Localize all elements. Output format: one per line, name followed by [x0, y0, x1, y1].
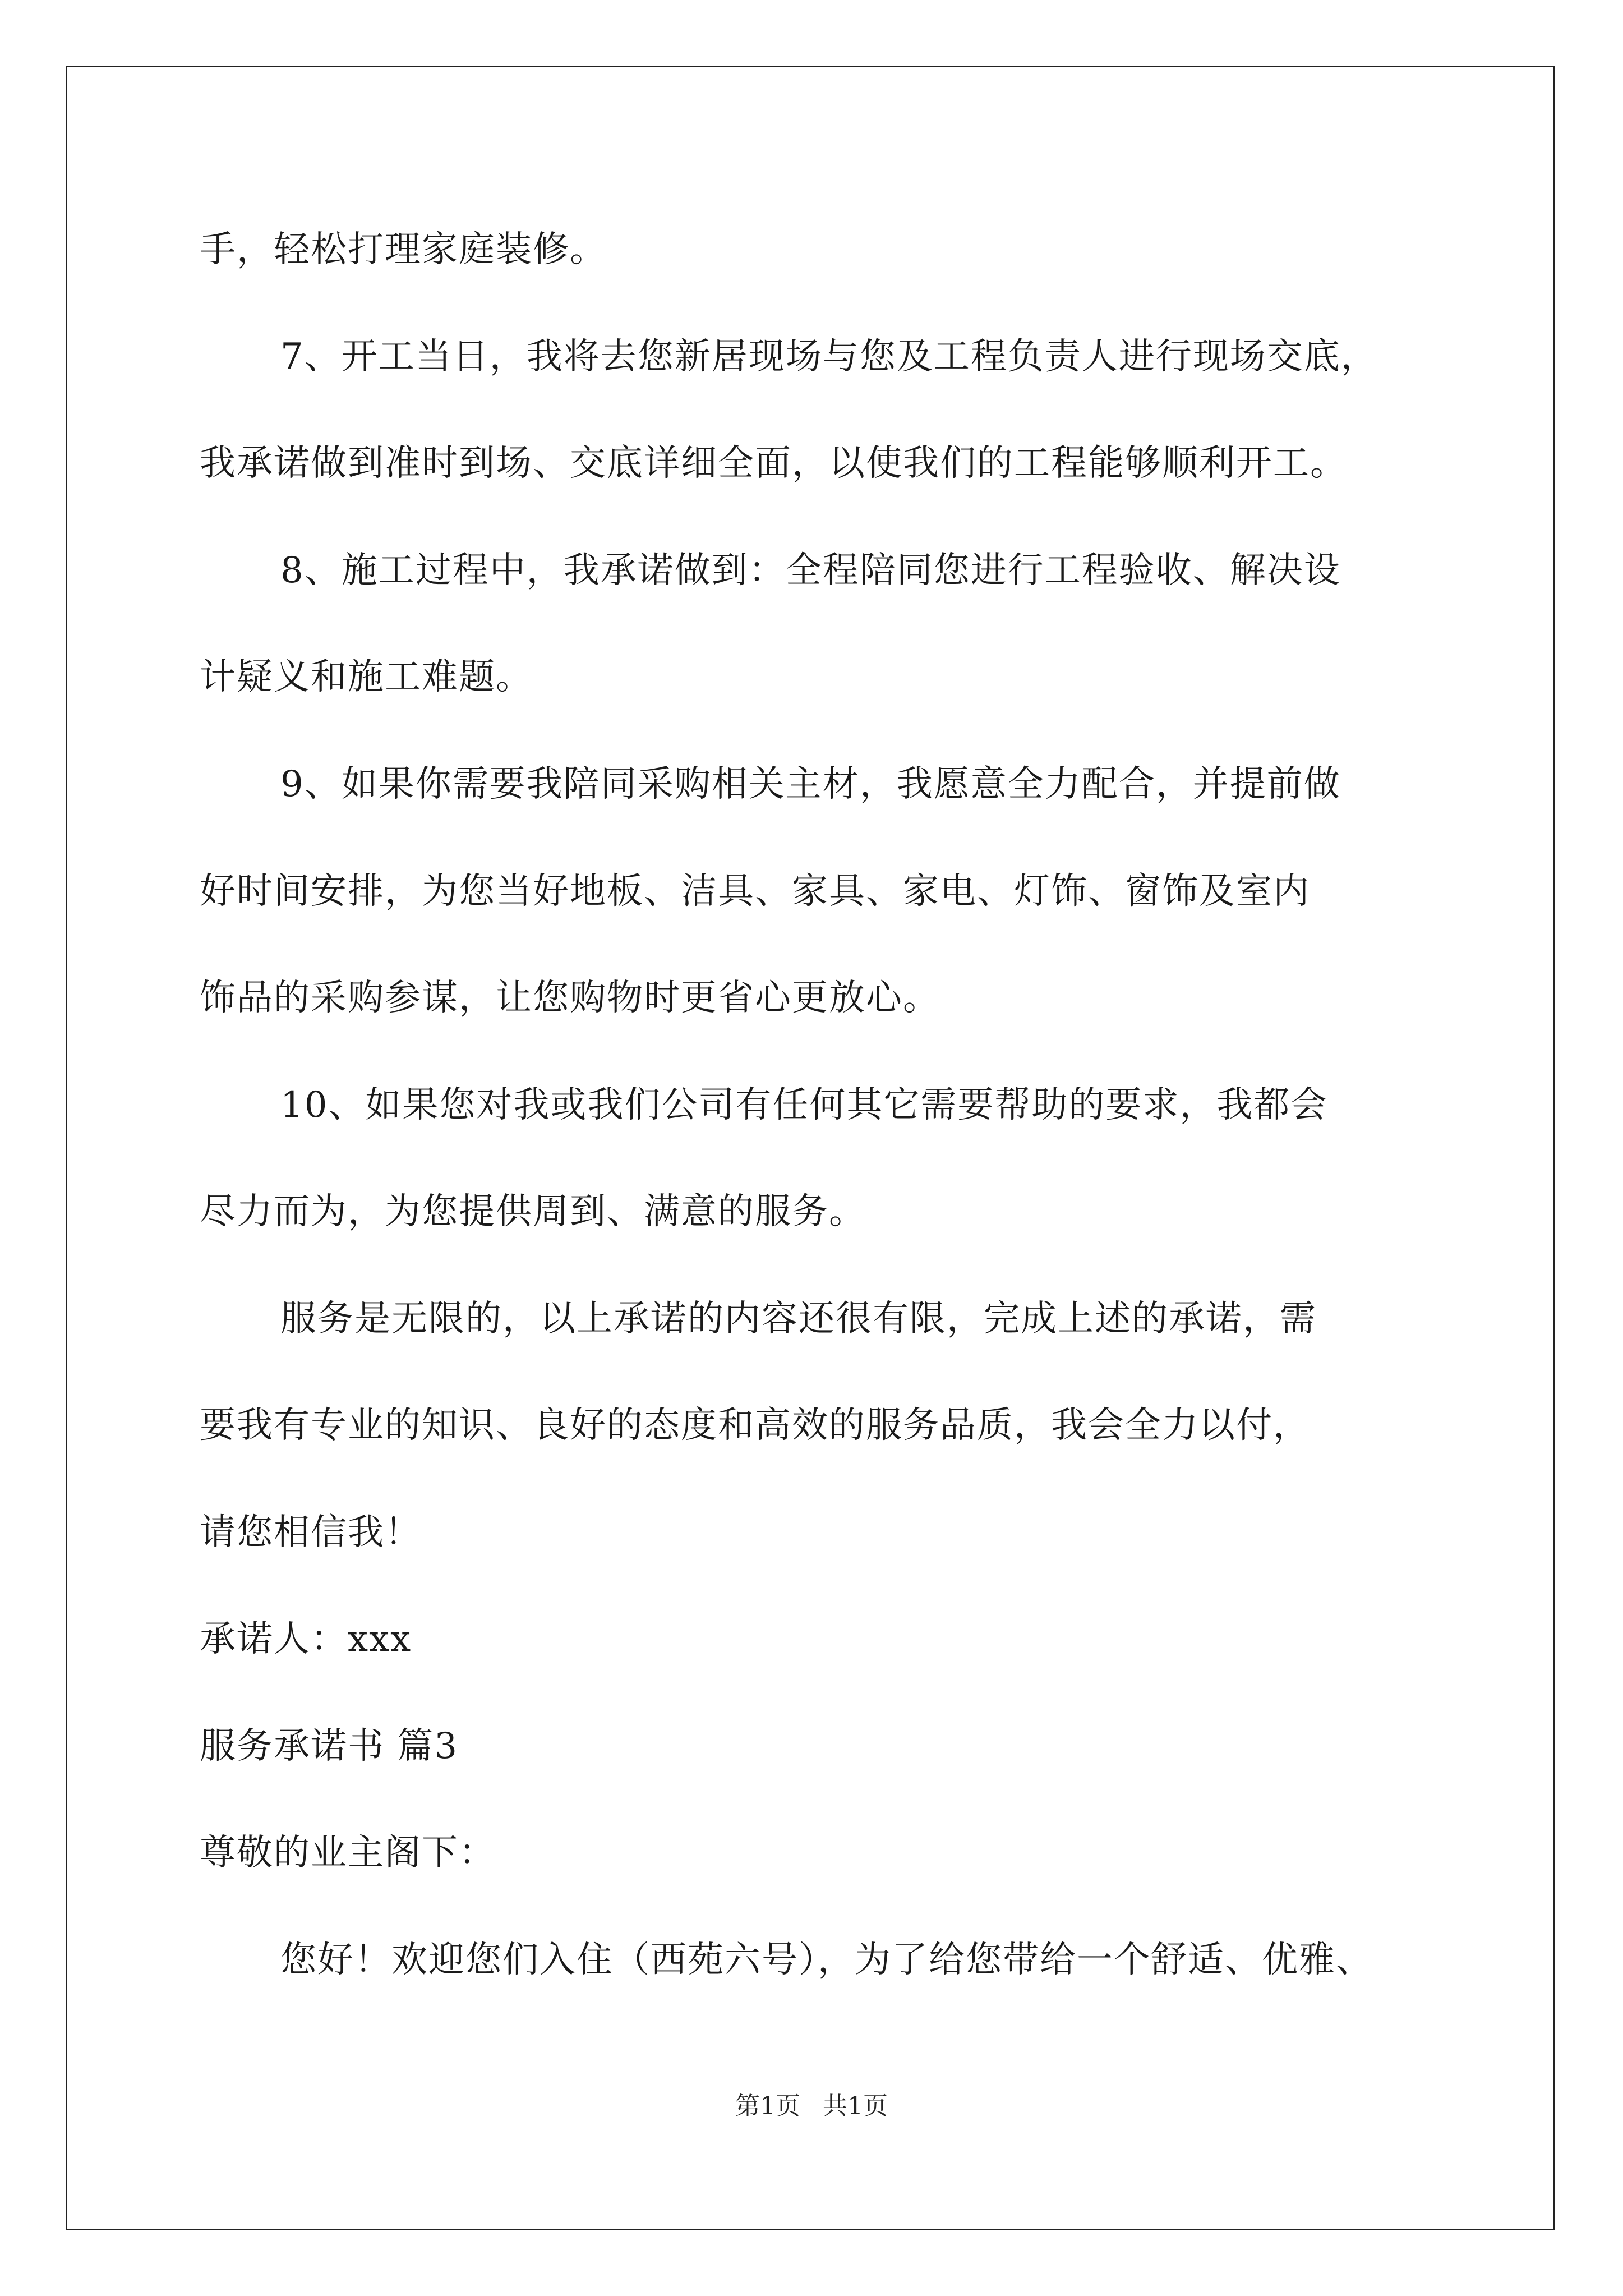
text-line: 您好！欢迎您们入住（西苑六号），为了给您带给一个舒适、优雅、: [280, 1939, 1373, 1981]
signatory-line: 承诺人：xxx: [200, 1618, 412, 1660]
section-heading: 服务承诺书 篇3: [200, 1726, 459, 1767]
salutation: 尊敬的业主阁下：: [200, 1832, 496, 1874]
text-line: 请您相信我！: [200, 1512, 422, 1553]
page-footer: [0, 2091, 1623, 2122]
text-line: 我承诺做到准时到场、交底详细全面，以使我们的工程能够顺利开工。: [200, 443, 1347, 484]
page-border: [66, 66, 1555, 2230]
text-line: 手，轻松打理家庭装修。: [200, 229, 607, 270]
text-line: 8、施工过程中，我承诺做到：全程陪同您进行工程验收、解决设: [280, 550, 1341, 591]
text-line: 服务是无限的，以上承诺的内容还很有限，完成上述的承诺，需: [280, 1298, 1317, 1340]
text-line: 尽力而为，为您提供周到、满意的服务。: [200, 1191, 866, 1232]
text-line: 10、如果您对我或我们公司有任何其它需要帮助的要求，我都会: [280, 1084, 1328, 1126]
text-line: 要我有专业的知识、良好的态度和高效的服务品质，我会全力以付，: [200, 1405, 1310, 1446]
text-line: 饰品的采购参谋，让您购物时更省心更放心。: [200, 977, 940, 1019]
text-line: 计疑义和施工难题。: [200, 656, 533, 698]
text-line: 7、开工当日，我将去您新居现场与您及工程负责人进行现场交底，: [280, 336, 1378, 378]
text-line: 9、如果你需要我陪同采购相关主材，我愿意全力配合，并提前做: [280, 763, 1341, 805]
total-pages-label: 共1页: [823, 2092, 888, 2120]
current-page-label: 第1页: [735, 2092, 800, 2120]
text-line: 好时间安排，为您当好地板、洁具、家具、家电、灯饰、窗饰及室内: [200, 871, 1310, 912]
